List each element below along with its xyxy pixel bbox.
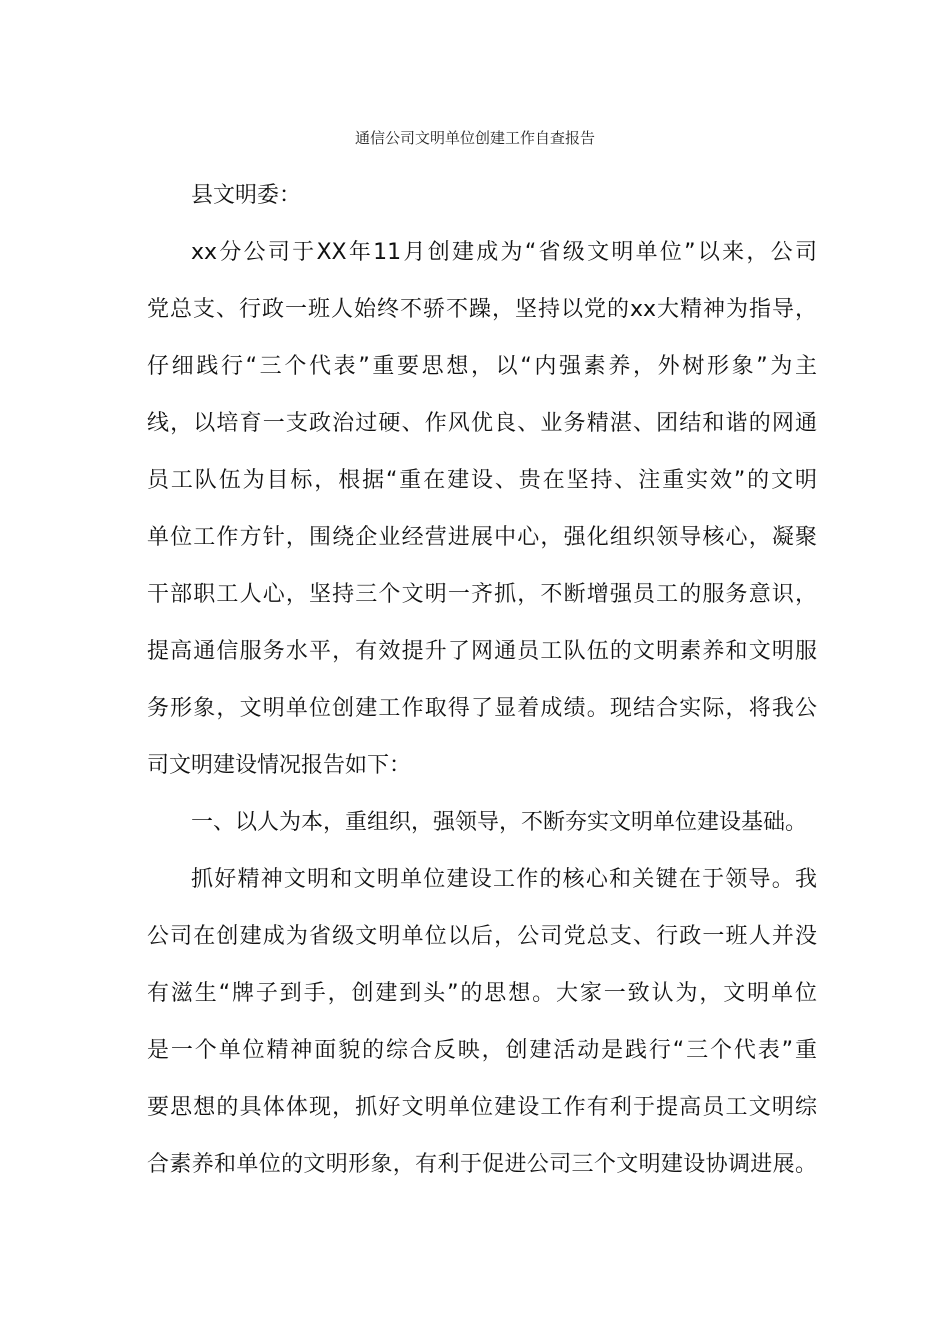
document-body	[147, 167, 817, 1193]
paragraph-line: 单位工作方针，围绕企业经营进展中心，强化组织领导核心，凝聚	[147, 525, 817, 550]
paragraph-line: 是一个单位精神面貌的综合反映，创建活动是践行“三个代表”重	[147, 1038, 817, 1063]
paragraph-line: 线，以培育一支政治过硬、作风优良、业务精湛、团结和谐的网通	[147, 411, 817, 436]
paragraph-leadership	[147, 851, 817, 1193]
section-heading	[147, 794, 817, 851]
paragraph-line: 仔细践行“三个代表”重要思想，以“内强素养，外树形象”为主	[147, 354, 817, 379]
paragraph-line: 提高通信服务水平，有效提升了网通员工队伍的文明素养和文明服	[147, 639, 817, 664]
paragraph-line: 司文明建设情况报告如下：	[147, 753, 412, 778]
paragraph-line: 有滋生“牌子到手，创建到头”的思想。大家一致认为，文明单位	[147, 981, 817, 1006]
paragraph-line: xx分公司于XX年11月创建成为“省级文明单位”以来，公司	[191, 240, 817, 265]
paragraph-line: 务形象，文明单位创建工作取得了显着成绩。现结合实际，将我公	[147, 696, 817, 721]
section-heading-line: 一、以人为本，重组织，强领导，不断夯实文明单位建设基础。	[191, 810, 808, 835]
paragraph-line: 公司在创建成为省级文明单位以后，公司党总支、行政一班人并没	[147, 924, 817, 949]
paragraph-line: 干部职工人心，坚持三个文明一齐抓，不断增强员工的服务意识，	[147, 582, 817, 607]
paragraph-line: 要思想的具体体现，抓好文明单位建设工作有利于提高员工文明综	[147, 1095, 817, 1120]
paragraph-line: 合素养和单位的文明形象，有利于促进公司三个文明建设协调进展。	[147, 1152, 817, 1177]
document-title: 通信公司文明单位创建工作自查报告	[354, 129, 595, 147]
paragraph-intro	[147, 224, 817, 794]
salutation: 县文明委：	[191, 183, 302, 208]
paragraph-line: 员工队伍为目标，根据“重在建设、贵在坚持、注重实效”的文明	[147, 468, 817, 493]
paragraph-line: 党总支、行政一班人始终不骄不躁，坚持以党的xx大精神为指导，	[147, 297, 817, 322]
paragraph-line: 抓好精神文明和文明单位建设工作的核心和关键在于领导。我	[191, 867, 817, 892]
